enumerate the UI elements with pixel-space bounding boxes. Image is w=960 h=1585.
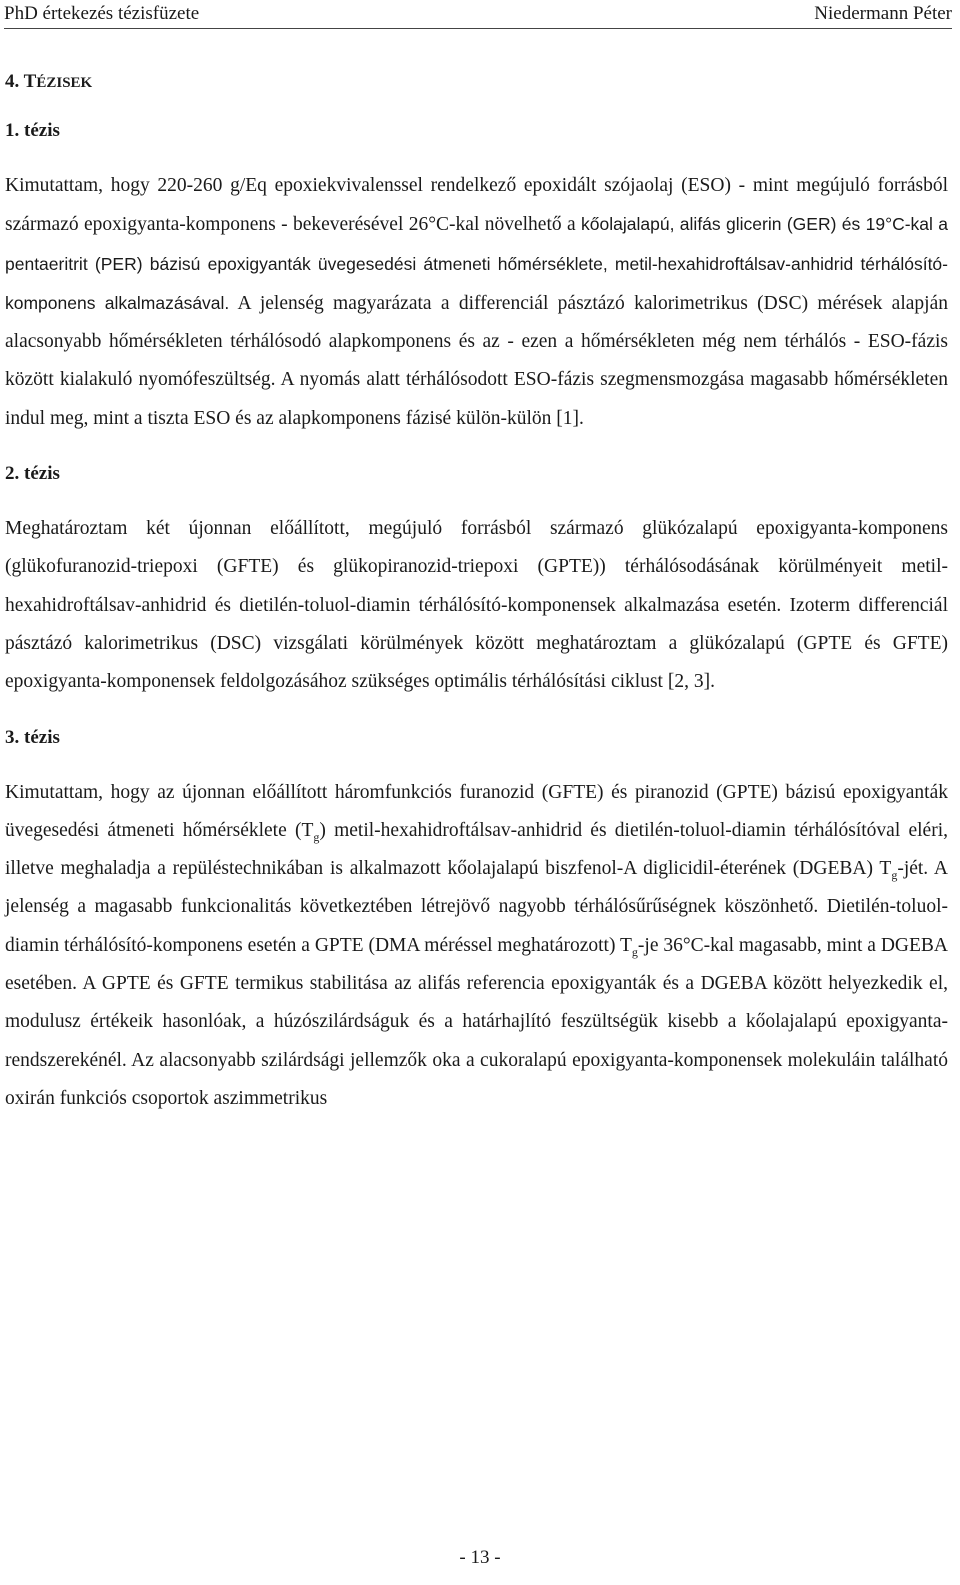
document-body xyxy=(5,70,948,1142)
thesis-3-title: 3. tézis xyxy=(5,726,60,748)
thesis-1-text: Kimutattam, hogy 220-260 g/Eq epoxiekvivalenssel rendelkező epoxidált szójaolaj (ESO) - mint megújuló forrásból származó epoxigyanta-komponens - bekeverésével 26°C-kal növelhető a kőolajalapú, alifás glicerin (GER) és 19°C-kal a pentaeritrit (PER) bázisú epoxigyanták üvegesedési átmeneti hőmérséklete, metil-hexahidroftálsav-anhidrid térhálósító-komponens alkalmazásával. A jelenség magyarázata a differenciál pásztázó kalorimetrikus (DSC) mérések alapján alacsonyabb hőmérsékleten térhálósodó alapkomponens és az - ezen a hőmérsékleten még nem térhálós - ESO-fázis között kialakuló nyomófeszültség. A nyomás alatt térhálósodott ESO-fázis szegmensmozgása magasabb hőmérsékleten indul meg, mint a tiszta ESO és az alapkomponens fázisé külön-külön [1]. xyxy=(5,175,949,429)
thesis-2-text: Meghatároztam két újonnan előállított, megújuló forrásból származó glükózalapú epoxigyanta-komponens (glükofuranozid-triepoxi (GFTE) és glükopiranozid-triepoxi (GPTE)) térhálósodásának körülményeit metil-hexahidroftálsav-anhidrid és dietilén-toluol-diamin térhálósító-komponensek alkalmazása esetén. Izoterm differenciál pásztázó kalorimetrikus (DSC) vizsgálati körülmények között meghatároztam a glükózalapú (GPTE és GFTE) epoxigyanta-komponensek feldolgozásához szükséges optimális térhálósítási ciklust [2, 3]. xyxy=(5,518,948,693)
thesis-1-title: 1. tézis xyxy=(5,120,60,141)
page-number: - 13 - xyxy=(459,1547,501,1568)
header-author: Niedermann Péter xyxy=(814,3,952,24)
thesis-3-text: Kimutattam, hogy az újonnan előállított háromfunkciós furanozid (GFTE) és piranozid (GPTE) bázisú epoxigyanták üvegesedési átmeneti hőmérséklete $(T_g)$ metil-hexahidroftálsav-anhidrid és dietilén-toluol-diamin térhálósítóval eléri, illetve meghaladja a repüléstechnikában is alkalmazott kőolajalapú biszfenol-A diglicidil-éterének (DGEBA) $T_g$-jét. A jelenség a magasabb funkcionalitás következtében létrejövő nagyobb térhálósűrűségnek köszönhető. Dietilén-toluol-diamin térhálósító-komponens esetén a GPTE (DMA méréssel meghatározott) $T_g-je$ 36°C-kal magasabb, mint a DGEBA esetében. A GPTE és GFTE termikus stabilitása az alifás referencia epoxigyanták és a DGEBA között helyezkedik el, modulusz értékeik hasonlóak, a húzószilárdságuk és a határhajlító feszültségük kisebb a kőolajalapú epoxigyanta-rendszerekénél. Az alacsonyabb szilárdsági jellemzők oka a cukoralapú epoxigyanta-komponensek molekuláin található oxirán funkciós csoportok aszimmetrikus xyxy=(5,781,948,1109)
chapter-heading: 4. TÉZISEK xyxy=(5,71,93,92)
thesis-2-title: 2. tézis xyxy=(5,463,60,485)
page-header xyxy=(4,2,952,29)
header-left-title: PhD értekezés tézisfüzete xyxy=(4,3,200,24)
